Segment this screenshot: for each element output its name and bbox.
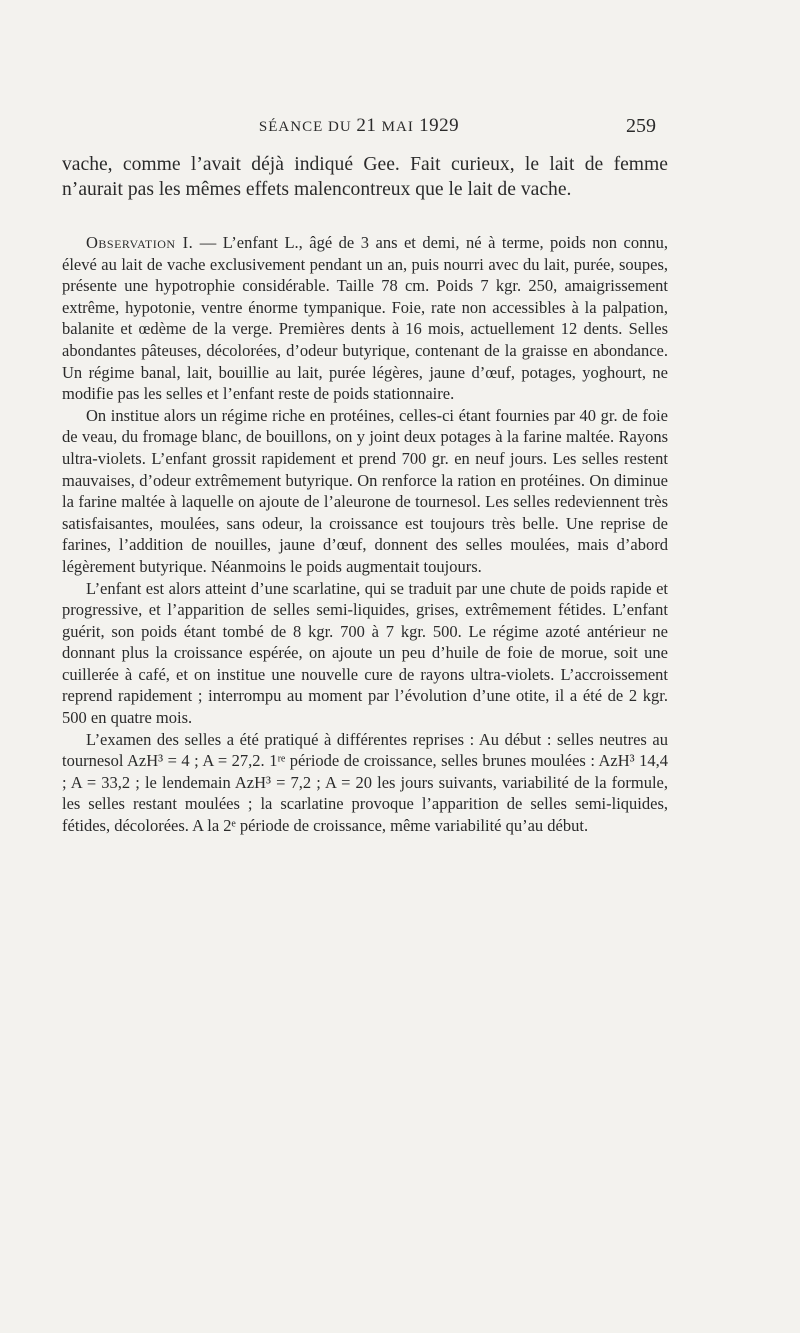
running-title-month: MAI (381, 119, 414, 135)
paragraph-scarlatine: L’enfant est alors atteint d’une scarlatine, qui se traduit par une chute de poids rapide et progressive, et l’apparition de selles semi-liquides, grises, extrêmement fétides. L’enfant guérit, son poids étant tombé de 8 kgr. 700 à 7 kgr. 500. Le régime azoté antérieur ne donnant plus la croissance espérée, on ajoute un peu d’huile de foie de morue, soit une cuillerée à café, et on institue une nouvelle cure de rayons ultra-violets. L’accroissement reprend rapidement ; interrompu au moment par l’évolution d’une otite, il a été de 2 kgr. 500 en quatre mois. (62, 578, 668, 728)
running-head (62, 115, 656, 143)
paragraph-observation (62, 232, 668, 405)
page-number: 259 (626, 115, 656, 137)
observation-text: — L’enfant L., âgé de 3 ans et demi, né à terme, poids non connu, élevé au lait de vache exclusivement pendant un an, puis nourri avec du lait, purée, soupes, présente une hypotrophie considérable. Taille 78 cm. Poids 7 kgr. 250, amaigrissement extrême, hypotonie, ventre énorme tympanique. Foie, rate non accessibles à la palpation, balanite et œdème de la verge. Premières dents à 16 mois, actuellement 12 dents. Selles abondantes pâteuses, décolorées, d’odeur butyrique, contenant de la graisse en abondance. Un régime banal, lait, bouillie au lait, purée légères, jaune d’œuf, potages, yoghourt, ne modifie pas les selles et l’enfant reste de poids stationnaire. (62, 233, 669, 404)
running-title (62, 115, 656, 137)
body-text (62, 152, 668, 837)
running-title-year: 1929 (419, 115, 460, 136)
paragraph-intro: vache, comme l’avait déjà indiqué Gee. Fait curieux, le lait de femme n’aurait pas les mêmes effets malencontreux que le lait de vache. (62, 154, 668, 200)
paragraph-regime: On institue alors un régime riche en protéines, celles-ci étant fournies par 40 gr. de foie de veau, du fromage blanc, de bouillons, on y joint deux potages à la farine maltée. Rayons ultra-violets. L’enfant grossit rapidement et prend 700 gr. en neuf jours. Les selles restent mauvaises, d’odeur extrêmement butyrique. On renforce la ration en protéines. On diminue la farine maltée à laquelle on ajoute de l’aleurone de tournesol. Les selles redeviennent très satisfaisantes, moulées, sans odeur, la croissance est toujours très belle. Une reprise de farines, l’addition de nouilles, jaune d’œuf, donnent des selles moulées, mais d’abord légèrement butyrique. Néanmoins le poids augmentait toujours. (62, 405, 668, 576)
observation-label: Observation I. (86, 233, 194, 252)
paragraph-examen: L’examen des selles a été pratiqué à différentes reprises : Au début : selles neutres au tournesol AzH³ = 4 ; A = 27,2. 1ʳᵉ période de croissance, selles brunes moulées : AzH³ 14,4 ; A = 33,2 ; le lendemain AzH³ = 7,2 ; A = 20 les jours suivants, variabilité de la formule, les selles restant moulées ; la scarlatine provoque l’apparition de selles semi-liquides, fétides, décolorées. A la 2ᵉ période de croissance, même variabilité qu’au début. (62, 729, 668, 836)
running-title-prefix: SÉANCE DU (258, 119, 357, 135)
running-title-day: 21 (356, 115, 377, 136)
